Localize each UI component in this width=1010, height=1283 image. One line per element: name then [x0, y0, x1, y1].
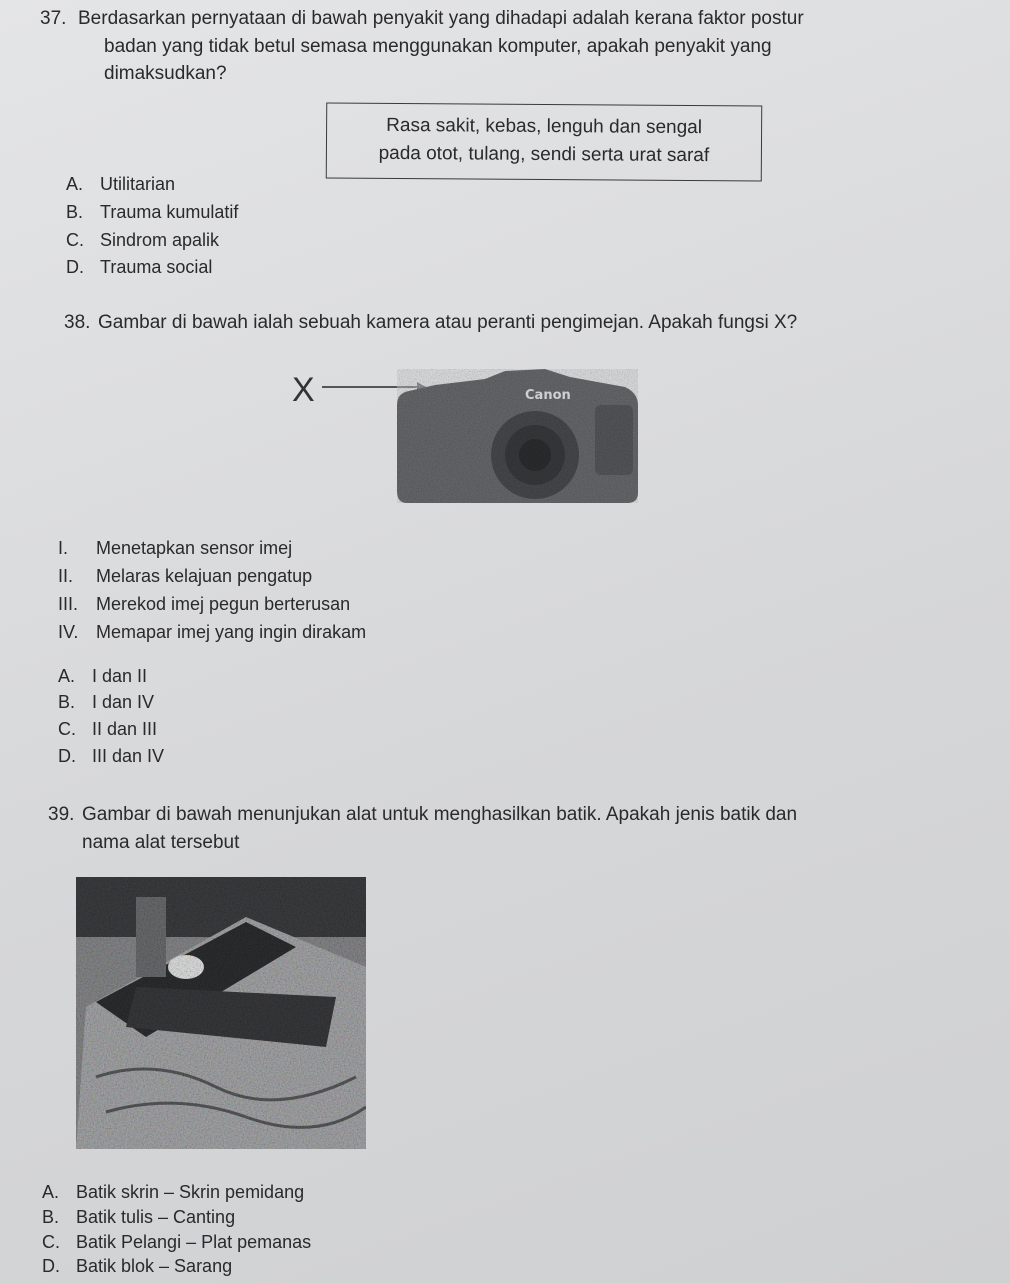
q38-statement-ii: II. Melaras kelajuan pengatup — [58, 566, 313, 586]
q39-text-line1: Gambar di bawah menunjukan alat untuk menghasilkan batik. Apakah jenis batik dan — [82, 804, 798, 825]
q38-statement-iii: III. Merekod imej pegun berterusan — [58, 594, 351, 614]
q37-option-d[interactable]: D. Trauma social — [66, 257, 213, 277]
q38-text-line1: Gambar di bawah ialah sebuah kamera atau peranti pengimejan. Apakah fungsi X? — [98, 312, 798, 333]
camera-brand-label: Canon — [525, 388, 571, 403]
q37-box-line2: pada otot, tulang, sendi serta urat saraf — [378, 142, 710, 167]
q37-text-line3: dimaksudkan? — [104, 63, 227, 84]
q39-number: 39. — [48, 804, 75, 825]
q38-option-b[interactable]: B. I dan IV — [58, 692, 155, 712]
q38-statement-i: I. Menetapkan sensor imej — [58, 538, 293, 558]
q39-option-c[interactable]: C. Batik Pelangi – Plat pemanas — [42, 1232, 312, 1252]
q39-option-a[interactable]: A. Batik skrin – Skrin pemidang — [42, 1182, 305, 1202]
batik-tool-image — [76, 877, 366, 1149]
q37-text-line1: Berdasarkan pernyataan di bawah penyakit yang dihadapi adalah kerana faktor postur — [78, 8, 804, 29]
q39-text-line2: nama alat tersebut — [82, 832, 240, 853]
q39-option-b[interactable]: B. Batik tulis – Canting — [42, 1207, 236, 1227]
q38-option-c[interactable]: C. II dan III — [58, 719, 158, 739]
x-label: X — [292, 371, 315, 409]
q38-statement-iv: IV. Memapar imej yang ingin dirakam — [58, 622, 367, 642]
camera-image — [395, 365, 640, 505]
q37-option-b[interactable]: B. Trauma kumulatif — [66, 202, 239, 222]
q37-box-line1: Rasa sakit, kebas, lenguh dan sengal — [386, 114, 703, 139]
q39-option-d[interactable]: D. Batik blok – Sarang — [42, 1256, 233, 1276]
q37-number: 37. — [40, 8, 67, 29]
q38-number: 38. — [64, 312, 91, 333]
q37-statement-box — [326, 102, 763, 181]
q37-text-line2: badan yang tidak betul semasa menggunakan komputer, apakah penyakit yang — [104, 36, 772, 57]
q37-option-a[interactable]: A. Utilitarian — [66, 174, 176, 194]
q37-option-c[interactable]: C. Sindrom apalik — [66, 230, 220, 250]
q38-option-d[interactable]: D. III dan IV — [58, 746, 165, 766]
q38-option-a[interactable]: A. I dan II — [58, 666, 148, 686]
